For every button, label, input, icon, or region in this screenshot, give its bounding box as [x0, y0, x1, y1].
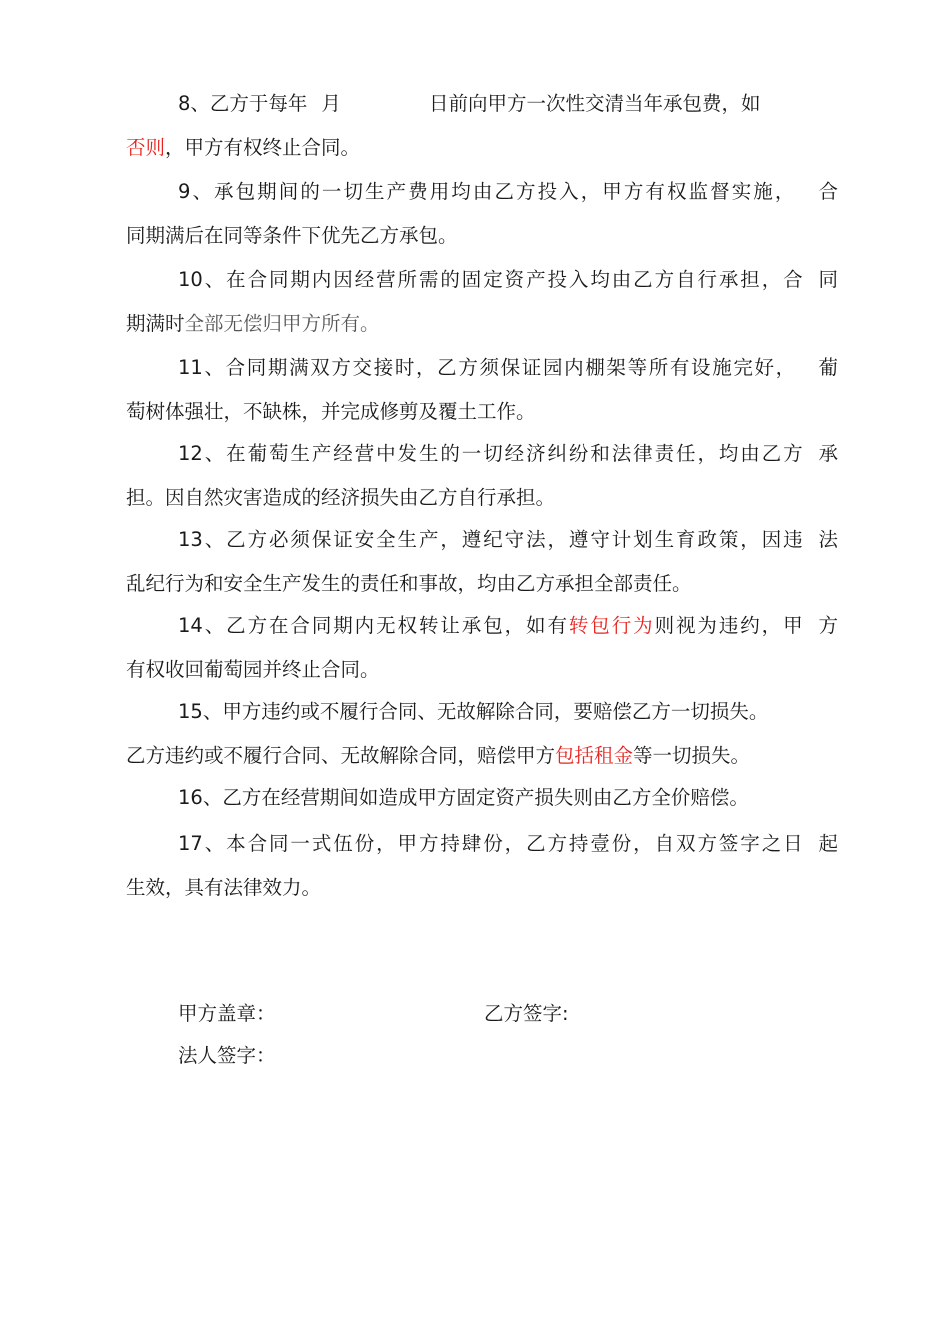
clause-17	[126, 822, 838, 910]
clause-text: 方	[816, 614, 838, 637]
clause-text: 12、在葡萄生产经营中发生的一切经济纠纷和法律责任，均由乙方	[178, 442, 805, 465]
clause-8	[126, 82, 838, 170]
clause-11	[126, 346, 838, 434]
clause-text: 日前向甲方一次性交清当年承包费，如	[428, 92, 761, 115]
highlight-text: 否则	[126, 136, 166, 159]
clause-13	[126, 518, 838, 606]
clause-text: 同	[816, 268, 838, 291]
clause-9	[126, 170, 838, 258]
party-b-sign-label: 乙方签字:	[484, 1002, 569, 1025]
clause-text: 担。因自然灾害造成的经济损失由乙方自行承担。	[126, 486, 556, 509]
muted-text: 全部无偿归甲方所有。	[184, 312, 380, 335]
clause-text: 11、合同期满双方交接时，乙方须保证园内棚架等所有设施完好，	[178, 356, 797, 379]
party-a-seal-label: 甲方盖章：	[178, 1002, 276, 1025]
clause-text: 同期满后在同等条件下优先乙方承包。	[126, 224, 458, 247]
clause-text: 葡	[816, 356, 838, 379]
clause-text: 有权收回葡萄园并终止合同。	[126, 658, 380, 681]
legal-rep-sign-label: 法人签字：	[178, 1044, 276, 1067]
clause-text: 萄树体强壮，不缺株，并完成修剪及覆土工作。	[126, 400, 536, 423]
clause-text: 乙方违约或不履行合同、无故解除合同，赔偿甲方	[126, 744, 556, 767]
clause-text: 13、乙方必须保证安全生产，遵纪守法，遵守计划生育政策，因违	[178, 528, 805, 551]
clause-15	[126, 690, 838, 778]
clause-text: 14、乙方在合同期内无权转让承包，如有	[178, 614, 569, 637]
clause-text: 生效，具有法律效力。	[126, 876, 322, 899]
highlight-text: 包括租金	[555, 744, 634, 767]
clause-text: 月	[321, 92, 341, 115]
clause-text: 15、甲方违约或不履行合同、无故解除合同，要赔偿乙方一切损失。	[178, 700, 769, 723]
clause-12	[126, 432, 838, 520]
clause-text: 乱纪行为和安全生产发生的责任和事故，均由乙方承担全部责任。	[126, 572, 692, 595]
clause-text: 等一切损失。	[633, 744, 751, 767]
clause-text: 起	[816, 832, 838, 855]
clause-text: 10、在合同期内因经营所需的固定资产投入均由乙方自行承担，合	[178, 268, 805, 291]
clause-16	[126, 776, 838, 820]
clause-text: 则视为违约，甲	[654, 614, 805, 637]
clause-text: 期满时	[126, 312, 185, 335]
clause-10	[126, 258, 838, 346]
clause-text: 17、本合同一式伍份，甲方持肆份，乙方持壹份，自双方签字之日	[178, 832, 805, 855]
clause-text: 16、乙方在经营期间如造成甲方固定资产损失则由乙方全价赔偿。	[178, 786, 749, 809]
highlight-text: 转包行为	[568, 614, 655, 637]
clause-14	[126, 604, 838, 692]
clause-text: ，甲方有权终止合同。	[165, 136, 361, 159]
clause-text: 法	[816, 528, 838, 551]
clause-text: 合	[816, 180, 838, 203]
clause-text: 8、乙方于每年	[178, 92, 308, 115]
clause-text: 承	[816, 442, 838, 465]
clause-text: 9、承包期间的一切生产费用均由乙方投入，甲方有权监督实施，	[178, 180, 797, 203]
